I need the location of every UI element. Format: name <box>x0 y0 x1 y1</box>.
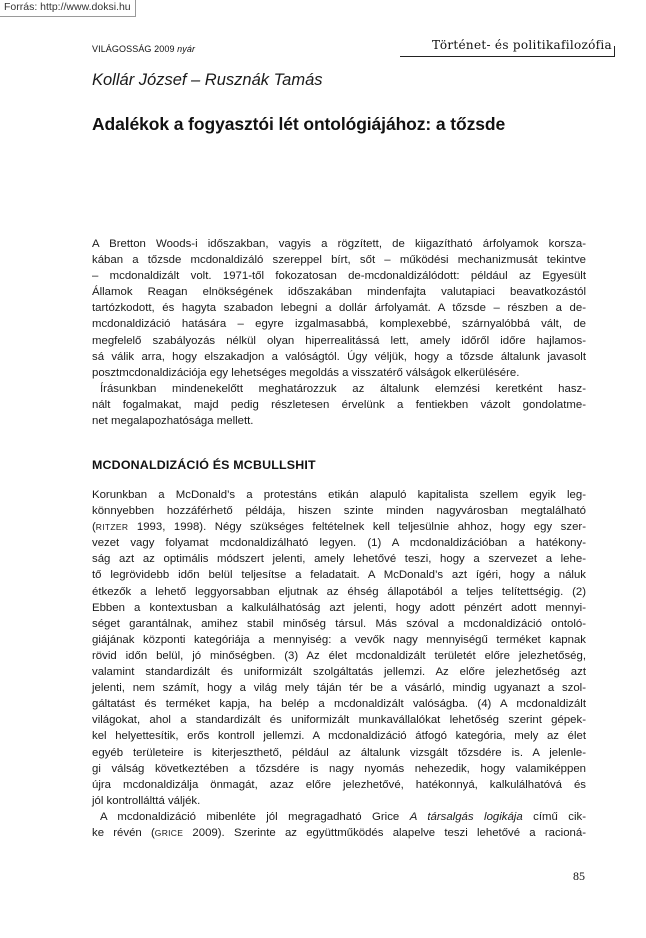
citation-text: 1993, 1998). Négy szükséges feltételnek kell teljesülnie ahhoz, hogy egy szer- <box>128 521 586 534</box>
body-line-citation <box>92 809 586 825</box>
cited-book-title: A társalgás logikája <box>409 810 523 823</box>
abstract-line: mcdonaldizáció hatására – egyre izgalmasabbá, komplexebbé, szárnyalóbbá vált, de <box>92 318 586 331</box>
abstract-line: nált fogalmakat, majd pedig részletesen érvelünk a fentiekben vázolt gondolatme- <box>92 398 586 411</box>
abstract-line: Államok Reagan elnökségének időszakában mindenfajta valutapiaci beavatkozástól <box>92 286 586 299</box>
journal-title: VILÁGOSSÁG 2009 <box>92 44 175 54</box>
body-line-citation <box>92 519 586 535</box>
body-line: Korunkban a McDonald’s a protestáns etikán alapuló kapitalista szellem egyik leg- <box>92 489 586 501</box>
abstract-line: sá válik arra, hogy elszakadjon a valóságtól. Úgy véljük, hogy a tőzsde általunk javasolt <box>92 350 586 363</box>
abstract-line: net megalapozhatósága mellett. <box>92 415 254 428</box>
journal-season: nyár <box>177 44 196 54</box>
header-rule <box>400 56 615 57</box>
page-number: 85 <box>573 869 585 883</box>
body-line: világokat, ahol a standardizált és uniformizált munkavállalókat lehetőség szerint gépek- <box>92 714 586 727</box>
abstract <box>92 236 586 429</box>
body-line: gáltatást és terméket kapja, ha belép a mcdonaldizált valóságba. (4) A mcdonaldizált <box>92 698 586 711</box>
article-authors: Kollár József – Rusznák Tamás <box>92 71 323 89</box>
body-line: kel helyettesítik, erős kontroll jellemzi. A mcdonaldizáció átfogó kategória, mely az élet <box>92 730 586 743</box>
article-title: Adalékok a fogyasztói lét ontológiájához: a tőzsde <box>92 114 506 134</box>
body-line: Ebben a kontextusban a kalkulálhatóság azt jelenti, hogy adott pénzért adott mennyi- <box>92 601 586 614</box>
abstract-line: megfelelő szabályozás nélkül olyan hiperrealitássá lett, amely időről időre hajlamos- <box>92 334 586 347</box>
section-heading: MCDONALDIZÁCIÓ ÉS MCBULLSHIT <box>92 458 316 472</box>
body-line-prefix: ke révén ( <box>92 826 155 839</box>
abstract-line: kában a tőzsde mcdonaldizáló szereppel bírt, sőt – működési mechanizmusát tekintve <box>92 254 586 267</box>
body-line: ság azt az optimális módszert jelenti, amely lehetővé teszi, hogy a szervezet a lehe- <box>92 553 586 566</box>
body-line: giájának központi kategóriája a mennyiség: a vevők nagy mennyiségű terméket kapnak <box>92 633 586 646</box>
abstract-line: posztmcdonaldizációja egy lehetséges megoldás a visszatérő válságok elkerülésére. <box>92 366 520 379</box>
body-line: jól kontrollálttá váljék. <box>92 794 201 807</box>
abstract-line: tartózkodott, és hagyta szabadon lebegni a dollár árfolyamát. A tőzsde – részben a de- <box>92 302 586 315</box>
source-label: Forrás: http://www.doksi.hu <box>0 0 136 17</box>
body-text <box>92 487 586 841</box>
body-line: valamint standardizált és uniformizált szolgáltatás jellemzi. Az előre jelezhetőség azt <box>92 666 586 679</box>
body-line: rövid időn belül, jó minőségben. (3) Az élet mcdonaldizált területét előre jelezhetőség, <box>92 649 586 662</box>
abstract-line: A Bretton Woods-i időszakban, vagyis a rögzített, de kiigazítható árfolyamok korsza- <box>92 238 586 250</box>
citation-text: 2009). Szerinte az együttműködés alapelve teszi lehetővé a racioná- <box>183 826 587 839</box>
body-line: újra mcdonaldizálja önmagát, azaz előre jelezhetővé, hatékonnyá, kalkulálhatóvá és <box>92 778 586 791</box>
abstract-line: – mcdonaldizált volt. 1971-től fokozatosan de-mcdonaldizálódott: például az Egyesült <box>92 270 586 283</box>
body-line: egyéb területeire is kiterjeszthető, például az általunk vizsgált tőzsdére is. A jelenle- <box>92 746 586 759</box>
body-line-prefix: A mcdonaldizáció mibenléte jól megragadható Grice <box>100 810 400 823</box>
header-rule-vertical <box>614 46 615 57</box>
body-line: vezet vagy folyamat mcdonaldizálható legyen. (1) A mcdonaldizációban a hatékony- <box>92 537 586 550</box>
abstract-line: Írásunkban mindenekelőtt meghatározzuk az általunk elemzési keretként hasz- <box>100 382 586 395</box>
body-line: gi válság következtében a tőzsdére is nagy nyomás nehezedik, hogy valamiképpen <box>92 762 586 775</box>
body-line: jelenti, nem számít, hogy a világ mely táján tér be a vásárló, mindig ugyanazt a szol- <box>92 682 586 695</box>
body-line: séget garantálnak, amihez stabil minőség társul. Más szóval a mcdonaldizáció ontoló- <box>92 617 586 630</box>
section-title: Történet- és politikafilozófia <box>431 38 612 52</box>
journal-name <box>92 44 195 54</box>
page-header <box>92 38 612 56</box>
body-line: tő legrövidebb időn belül teljesítse a feladatait. A McDonald’s azt ígéri, hogy a náluk <box>92 569 586 582</box>
citation-author: GRICE <box>154 827 184 838</box>
body-line-citation <box>92 825 586 841</box>
body-line: könnyebben hozzáférhető példája, hiszen szinte minden nagyvárosban megtalálható <box>92 505 586 518</box>
body-line-suffix: című cik- <box>522 810 586 823</box>
body-line-prefix: ( <box>92 521 96 534</box>
body-line: étkezők a lehető leggyorsabban eljutnak az éhség állapotából a teljes telítettségig. (2) <box>92 585 586 598</box>
citation-author: RITZER <box>95 522 129 533</box>
